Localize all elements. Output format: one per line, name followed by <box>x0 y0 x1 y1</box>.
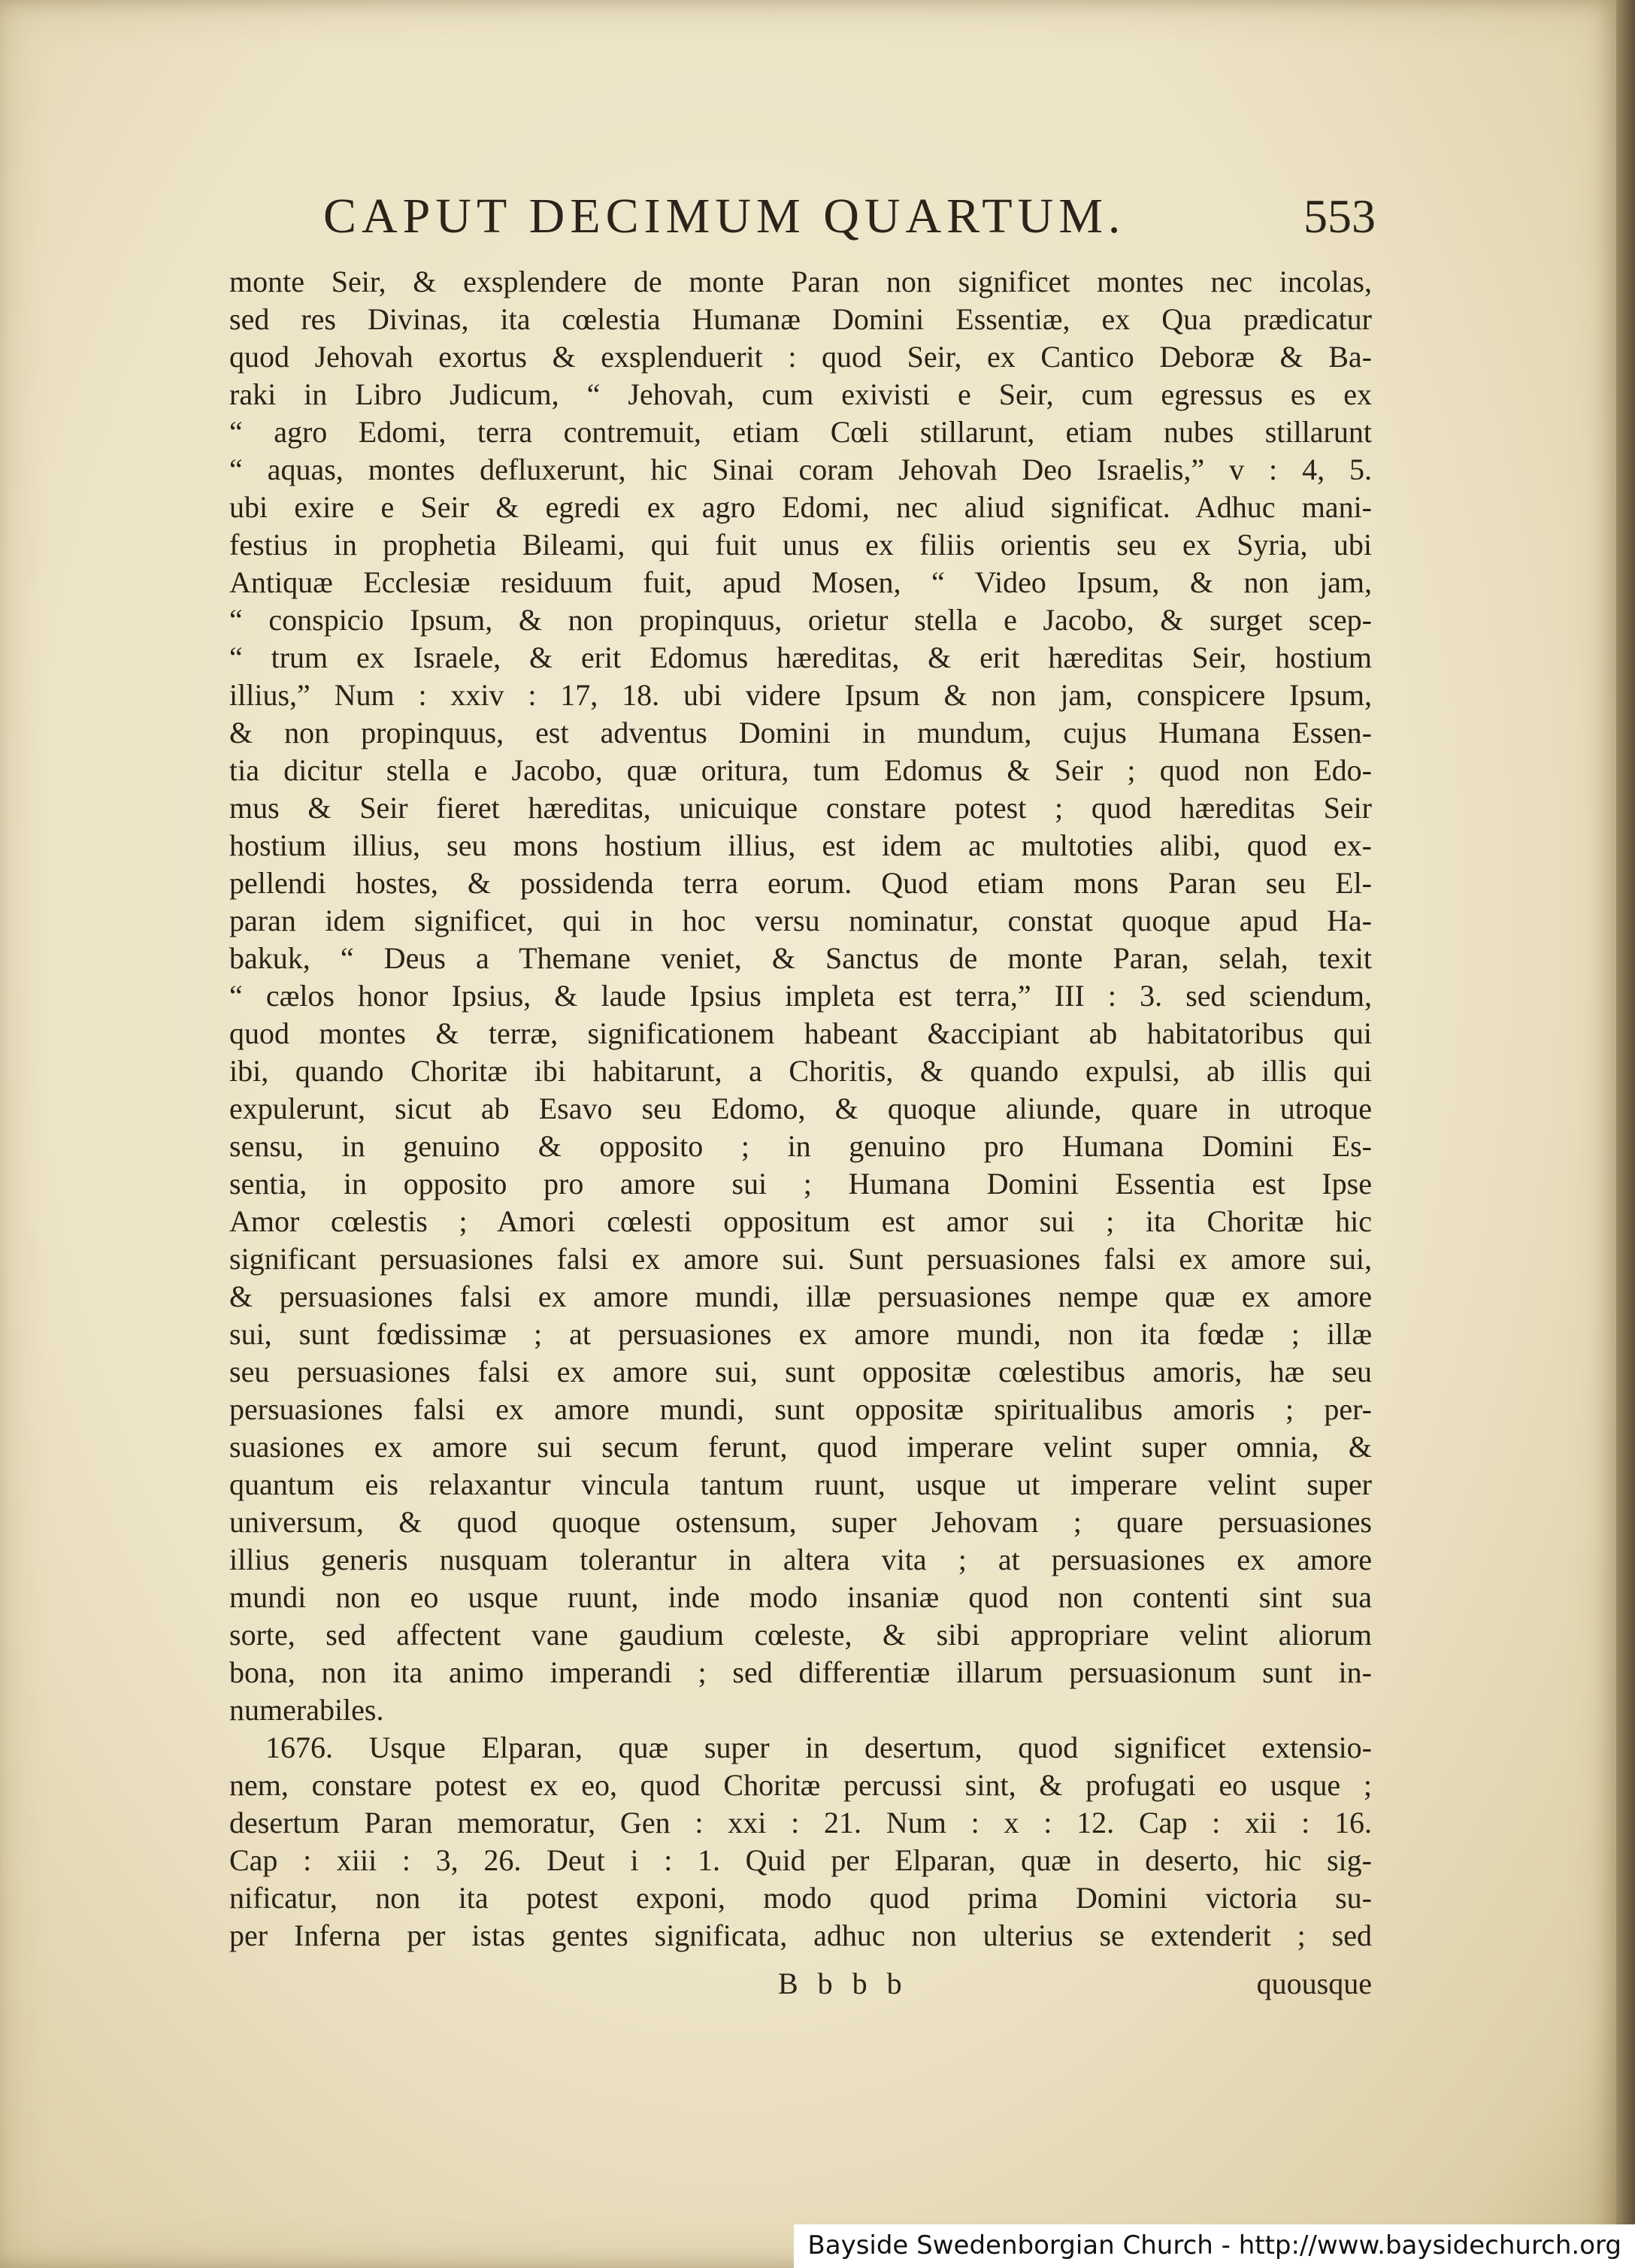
text-line: sed res Divinas, ita cœlestia Humanæ Domini Essentiæ, ex Qua prædicatur <box>229 302 1372 336</box>
text-line: per Inferna per istas gentes significata, adhuc non ulterius se extenderit ; sed <box>229 1918 1372 1952</box>
text-line: bona, non ita animo imperandi ; sed differentiæ illarum persuasionum sunt in- <box>229 1655 1372 1689</box>
credit-banner: Bayside Swedenborgian Church - http://www.baysidechurch.org <box>794 2224 1635 2268</box>
text-line: 1676. Usque Elparan, quæ super in desertum, quod significet extensio- <box>265 1731 1372 1764</box>
text-line: illius generis nusquam tolerantur in altera vita ; at persuasiones ex amore <box>229 1543 1372 1576</box>
text-line: “ aquas, montes defluxerunt, hic Sinai coram Jehovah Deo Israelis,” v : 4, 5. <box>229 453 1372 486</box>
text-line: paran idem significet, qui in hoc versu nominatur, constat quoque apud Ha- <box>229 904 1372 937</box>
text-line: “ cælos honor Ipsius, & laude Ipsius impleta est terra,” III : 3. sed sciendum, <box>229 979 1372 1013</box>
text-line: Amor cœlestis ; Amori cœlesti oppositum est amor sui ; ita Choritæ hic <box>229 1204 1372 1238</box>
text-line: numerabiles. <box>229 1693 384 1727</box>
text-line: bakuk, “ Deus a Themane veniet, & Sanctus de monte Paran, selah, texit <box>229 941 1372 975</box>
text-line: & non propinquus, est adventus Domini in mundum, cujus Humana Essen- <box>229 716 1372 749</box>
text-line: hostium illius, seu mons hostium illius, est idem ac multoties alibi, quod ex- <box>229 828 1372 862</box>
text-line: Cap : xiii : 3, 26. Deut i : 1. Quid per Elparan, quæ in deserto, hic sig- <box>229 1843 1372 1877</box>
body-text <box>229 263 1372 1955</box>
text-line: tia dicitur stella e Jacobo, quæ oritura, tum Edomus & Seir ; quod non Edo- <box>229 753 1372 787</box>
page-header <box>323 188 1376 245</box>
text-line: sui, sunt fœdissimæ ; at persuasiones ex amore mundi, non ita fœdæ ; illæ <box>229 1317 1372 1351</box>
text-line: mus & Seir fieret hæreditas, unicuique constare potest ; quod hæreditas Seir <box>229 791 1372 825</box>
text-line: seu persuasiones falsi ex amore sui, sunt oppositæ cœlestibus amoris, hæ seu <box>229 1355 1372 1388</box>
book-edge <box>1616 0 1635 2268</box>
text-line: quod Jehovah exortus & exsplenduerit : quod Seir, ex Cantico Deboræ & Ba- <box>229 340 1372 374</box>
text-line: & persuasiones falsi ex amore mundi, illæ persuasiones nempe quæ ex amore <box>229 1279 1372 1313</box>
text-line: sensu, in genuino & opposito ; in genuino pro Humana Domini Es- <box>229 1129 1372 1163</box>
text-line: raki in Libro Judicum, “ Jehovah, cum exivisti e Seir, cum egressus es ex <box>229 377 1372 411</box>
text-line: pellendi hostes, & possidenda terra eorum. Quod etiam mons Paran seu El- <box>229 866 1372 900</box>
text-line: quod montes & terræ, significationem habeant &accipiant ab habitatoribus qui <box>229 1016 1372 1050</box>
text-line: persuasiones falsi ex amore mundi, sunt oppositæ spiritualibus amoris ; per- <box>229 1392 1372 1426</box>
signature-mark: B b b b <box>778 1967 908 2000</box>
text-line: mundi non eo usque ruunt, inde modo insaniæ quod non contenti sint sua <box>229 1580 1372 1614</box>
text-line: sorte, sed affectent vane gaudium cœleste, & sibi appropriare velint aliorum <box>229 1618 1372 1652</box>
text-line: quantum eis relaxantur vincula tantum ruunt, usque ut imperare velint super <box>229 1467 1372 1501</box>
text-line: sentia, in opposito pro amore sui ; Humana Domini Essentia est Ipse <box>229 1167 1372 1201</box>
running-title: CAPUT DECIMUM QUARTUM. <box>323 189 1126 244</box>
text-line: significant persuasiones falsi ex amore sui. Sunt persuasiones falsi ex amore sui, <box>229 1242 1372 1276</box>
text-line: ubi exire e Seir & egredi ex agro Edomi, nec aliud significat. Adhuc mani- <box>229 490 1372 524</box>
catchword: quousque <box>1256 1967 1372 2000</box>
page-number: 553 <box>1303 189 1376 243</box>
text-line: illius,” Num : xxiv : 17, 18. ubi videre Ipsum & non jam, conspicere Ipsum, <box>229 678 1372 712</box>
page-footer <box>229 1966 1372 2003</box>
text-line: nificatur, non ita potest exponi, modo quod prima Domini victoria su- <box>229 1881 1372 1915</box>
text-line: expulerunt, sicut ab Esavo seu Edomo, & quoque aliunde, quare in utroque <box>229 1092 1372 1125</box>
text-line: festius in prophetia Bileami, qui fuit unus ex filiis orientis seu ex Syria, ubi <box>229 528 1372 562</box>
text-line: suasiones ex amore sui secum ferunt, quod imperare velint super omnia, & <box>229 1430 1372 1464</box>
text-line: Antiquæ Ecclesiæ residuum fuit, apud Mosen, “ Video Ipsum, & non jam, <box>229 565 1372 599</box>
text-line: desertum Paran memoratur, Gen : xxi : 21. Num : x : 12. Cap : xii : 16. <box>229 1806 1372 1840</box>
text-line: ibi, quando Choritæ ibi habitarunt, a Choritis, & quando expulsi, ab illis qui <box>229 1054 1372 1088</box>
text-line: nem, constare potest ex eo, quod Choritæ percussi sint, & profugati eo usque ; <box>229 1768 1372 1802</box>
text-line: universum, & quod quoque ostensum, super Jehovam ; quare persuasiones <box>229 1505 1372 1539</box>
text-line: “ trum ex Israele, & erit Edomus hæreditas, & erit hæreditas Seir, hostium <box>229 640 1372 674</box>
text-line: monte Seir, & exsplendere de monte Paran non significet montes nec incolas, <box>229 265 1372 298</box>
text-line: “ conspicio Ipsum, & non propinquus, orietur stella e Jacobo, & surget scep- <box>229 603 1372 637</box>
text-line: “ agro Edomi, terra contremuit, etiam Cœli stillarunt, etiam nubes stillarunt <box>229 415 1372 449</box>
